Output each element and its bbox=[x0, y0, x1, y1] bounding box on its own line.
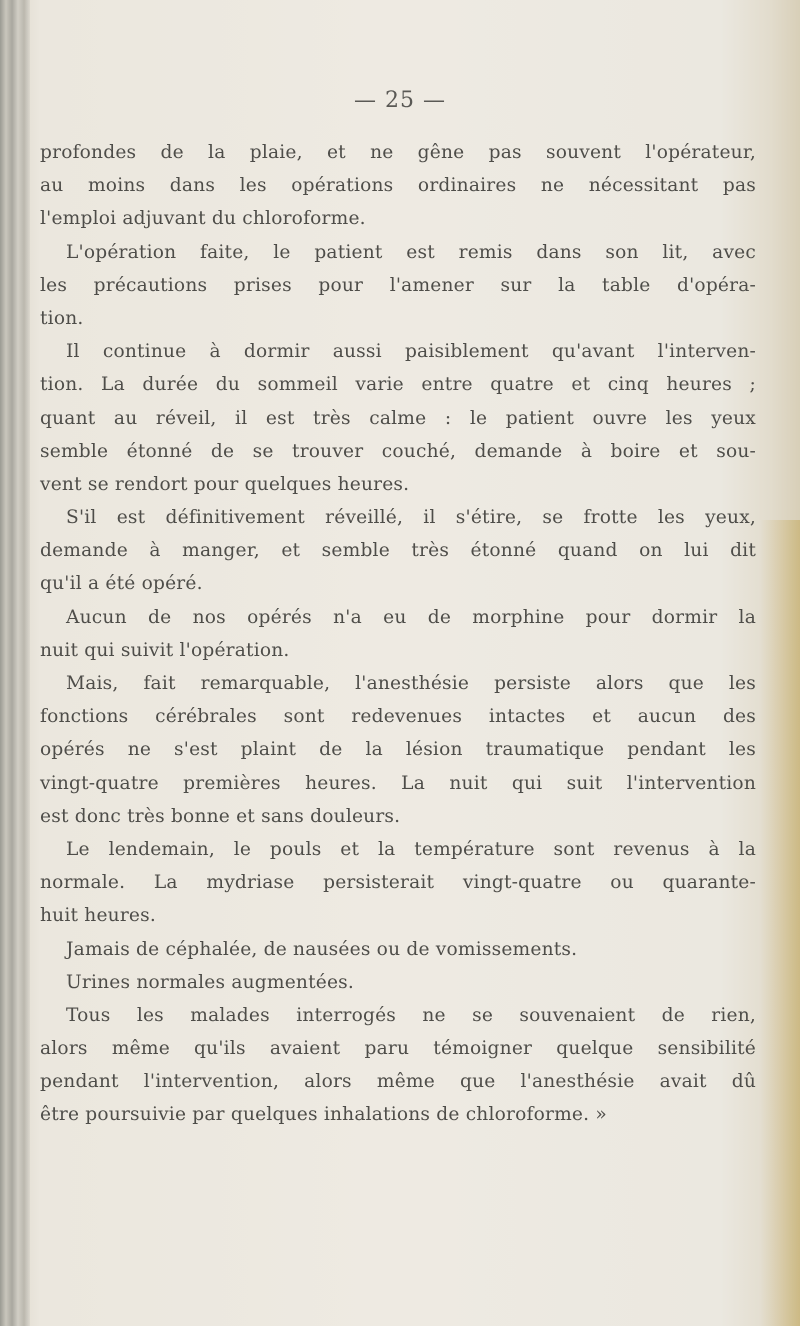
text-line: profondes de la plaie, et ne gêne pas souvent l'opérateur, bbox=[40, 142, 756, 163]
text-line: tion. bbox=[40, 307, 84, 329]
page-number: — 25 — bbox=[354, 88, 446, 113]
text-line: être poursuivie par quelques inhalations de chloroforme. » bbox=[40, 1104, 607, 1126]
text-line: vingt-quatre premières heures. La nuit qui suit l'intervention bbox=[40, 772, 756, 794]
text-line: Aucun de nos opérés n'a eu de morphine pour dormir la bbox=[66, 606, 756, 628]
body-text bbox=[40, 136, 756, 1132]
text-line: huit heures. bbox=[40, 905, 156, 927]
page-edge-stain bbox=[760, 520, 800, 1326]
text-line: nuit qui suivit l'opération. bbox=[40, 639, 290, 661]
text-line: Mais, fait remarquable, l'anesthésie persiste alors que les bbox=[66, 673, 756, 694]
text-line: demande à manger, et semble très étonné quand on lui dit bbox=[40, 540, 756, 562]
text-line: vent se rendort pour quelques heures. bbox=[40, 473, 410, 495]
text-line: semble étonné de se trouver couché, demande à boire et sou- bbox=[40, 440, 756, 462]
text-line: quant au réveil, il est très calme : le patient ouvre les yeux bbox=[40, 407, 756, 429]
text-line: pendant l'intervention, alors même que l'anesthésie avait dû bbox=[40, 1071, 756, 1093]
text-line: S'il est définitivement réveillé, il s'étire, se frotte les yeux, bbox=[66, 507, 756, 529]
text-line: normale. La mydriase persisterait vingt-quatre ou quarante- bbox=[40, 872, 756, 894]
text-line: Jamais de céphalée, de nausées ou de vomissements. bbox=[66, 938, 578, 960]
text-line: L'opération faite, le patient est remis dans son lit, avec bbox=[66, 241, 756, 263]
text-line: qu'il a été opéré. bbox=[40, 573, 203, 595]
text-line: est donc très bonne et sans douleurs. bbox=[40, 805, 401, 827]
page-binding-edge bbox=[0, 0, 30, 1326]
text-line: Le lendemain, le pouls et la température sont revenus à la bbox=[66, 838, 756, 860]
text-line: opérés ne s'est plaint de la lésion traumatique pendant les bbox=[40, 739, 756, 761]
text-line: fonctions cérébrales sont redevenues intactes et aucun des bbox=[40, 706, 756, 728]
text-line: alors même qu'ils avaient paru témoigner quelque sensibilité bbox=[40, 1038, 756, 1060]
text-line: au moins dans les opérations ordinaires ne nécessitant pas bbox=[40, 175, 756, 197]
text-line: tion. La durée du sommeil varie entre quatre et cinq heures ; bbox=[40, 374, 756, 396]
text-line: Il continue à dormir aussi paisiblement qu'avant l'interven- bbox=[66, 341, 756, 363]
text-line: les précautions prises pour l'amener sur la table d'opéra- bbox=[40, 274, 756, 296]
text-line: Tous les malades interrogés ne se souvenaient de rien, bbox=[66, 1004, 756, 1026]
text-line: l'emploi adjuvant du chloroforme. bbox=[40, 208, 366, 230]
text-line: Urines normales augmentées. bbox=[66, 971, 355, 993]
